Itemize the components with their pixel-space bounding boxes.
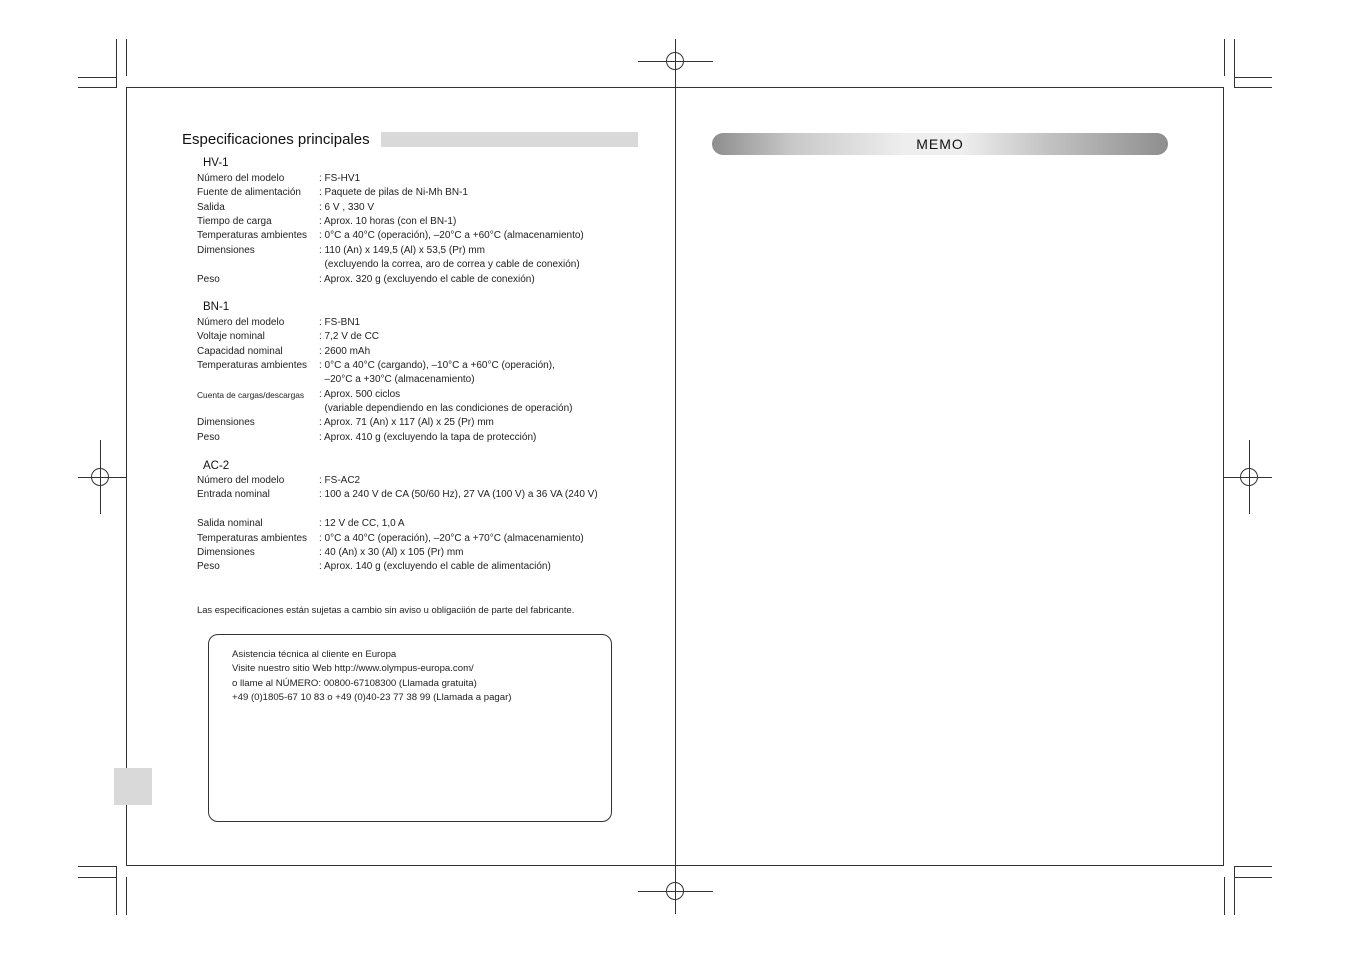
spec-label: Número del modelo <box>197 317 285 328</box>
spec-label: Dimensiones <box>197 547 255 558</box>
spec-label: Temperaturas ambientes <box>197 360 308 371</box>
spec-value: : 7,2 V de CC <box>319 331 380 342</box>
section-heading-ac2: AC-2 <box>203 460 230 472</box>
crop-mark <box>1234 877 1272 878</box>
crop-mark <box>126 39 127 76</box>
spec-value: : 0°C a 40°C (operación), –20°C a +60°C (almacenamiento) <box>319 230 584 241</box>
disclaimer-note: Las especificaciones están sujetas a cambio sin aviso u obligaciión de parte del fabricante. <box>197 604 575 615</box>
crop-mark <box>1234 77 1272 78</box>
crop-mark <box>1234 87 1272 88</box>
spec-label: Peso <box>197 432 220 443</box>
spec-value: : 0°C a 40°C (operación), –20°C a +70°C (almacenamiento) <box>319 533 584 544</box>
crop-mark <box>78 87 116 88</box>
crop-mark <box>116 866 117 915</box>
spec-value: : Paquete de pilas de Ni-Mh BN-1 <box>319 187 468 198</box>
crop-mark <box>78 77 116 78</box>
spec-label: Salida nominal <box>197 518 263 529</box>
spec-value: : 0°C a 40°C (cargando), –10°C a +60°C (operación), <box>319 360 555 371</box>
crop-mark <box>78 866 116 867</box>
spec-value: : FS-HV1 <box>319 173 361 184</box>
spec-label: Dimensiones <box>197 417 255 428</box>
spec-label: Cuenta de cargas/descargas <box>197 390 305 400</box>
page-title: Especificaciones principales <box>182 131 370 148</box>
registration-mark <box>666 52 684 70</box>
page-spine <box>675 87 676 866</box>
spec-label: Voltaje nominal <box>197 331 265 342</box>
spec-label: Salida <box>197 202 225 213</box>
crop-mark <box>116 39 117 88</box>
support-line: Asistencia técnica al cliente en Europa <box>232 649 397 660</box>
spec-value: : 100 a 240 V de CA (50/60 Hz), 27 VA (100 V) a 36 VA (240 V) <box>319 489 598 500</box>
support-line: +49 (0)1805-67 10 83 o +49 (0)40-23 77 38 99 (Llamada a pagar) <box>232 692 512 703</box>
crop-mark <box>78 877 116 878</box>
spec-value: : Aprox. 410 g (excluyendo la tapa de protección) <box>319 432 537 443</box>
spec-label: Entrada nominal <box>197 489 270 500</box>
spec-value: : Aprox. 10 horas (con el BN-1) <box>319 216 457 227</box>
spec-value: : Aprox. 320 g (excluyendo el cable de conexión) <box>319 274 535 285</box>
spec-label: Fuente de alimentación <box>197 187 301 198</box>
memo-label: MEMO <box>916 136 964 152</box>
support-line: o llame al NÚMERO: 00800-67108300 (Llamada gratuita) <box>232 678 477 689</box>
crop-mark <box>1234 866 1235 915</box>
spec-label: Temperaturas ambientes <box>197 230 308 241</box>
crop-mark <box>1234 39 1235 88</box>
spec-label: Temperaturas ambientes <box>197 533 308 544</box>
spec-label: Peso <box>197 561 220 572</box>
spec-label: Capacidad nominal <box>197 346 283 357</box>
registration-mark <box>91 468 109 486</box>
spec-value: : 40 (An) x 30 (Al) x 105 (Pr) mm <box>319 547 464 558</box>
section-heading-hv1: HV-1 <box>203 157 229 169</box>
spec-value: : 12 V de CC, 1,0 A <box>319 518 405 529</box>
spec-value: : Aprox. 71 (An) x 117 (Al) x 25 (Pr) mm <box>319 417 494 428</box>
page-tab <box>114 768 152 805</box>
crop-mark <box>1234 866 1272 867</box>
section-heading-bn1: BN-1 <box>203 301 230 313</box>
spec-label: Número del modelo <box>197 475 285 486</box>
crop-mark <box>126 877 127 915</box>
spec-value: : 110 (An) x 149,5 (Al) x 53,5 (Pr) mm <box>319 245 485 256</box>
spec-value: –20°C a +30°C (almacenamiento) <box>319 374 475 385</box>
spec-value: : Aprox. 140 g (excluyendo el cable de alimentación) <box>319 561 551 572</box>
spec-value: (variable dependiendo en las condiciones de operación) <box>319 403 573 414</box>
crop-mark <box>1224 877 1225 915</box>
spec-value: : Aprox. 500 ciclos <box>319 389 401 400</box>
spec-value: : 6 V , 330 V <box>319 202 375 213</box>
spec-value: (excluyendo la correa, aro de correa y cable de conexión) <box>319 259 580 270</box>
spec-value: : FS-AC2 <box>319 475 361 486</box>
registration-mark <box>1240 468 1258 486</box>
spec-label: Dimensiones <box>197 245 255 256</box>
spec-label: Número del modelo <box>197 173 285 184</box>
spec-value: : 2600 mAh <box>319 346 371 357</box>
title-bar <box>381 132 638 147</box>
spec-label: Tiempo de carga <box>197 216 272 227</box>
support-line: Visite nuestro sitio Web http://www.olympus-europa.com/ <box>232 663 474 674</box>
crop-mark <box>1224 39 1225 76</box>
memo-header <box>712 133 1168 155</box>
spec-label: Peso <box>197 274 220 285</box>
spec-value: : FS-BN1 <box>319 317 361 328</box>
registration-mark <box>666 882 684 900</box>
